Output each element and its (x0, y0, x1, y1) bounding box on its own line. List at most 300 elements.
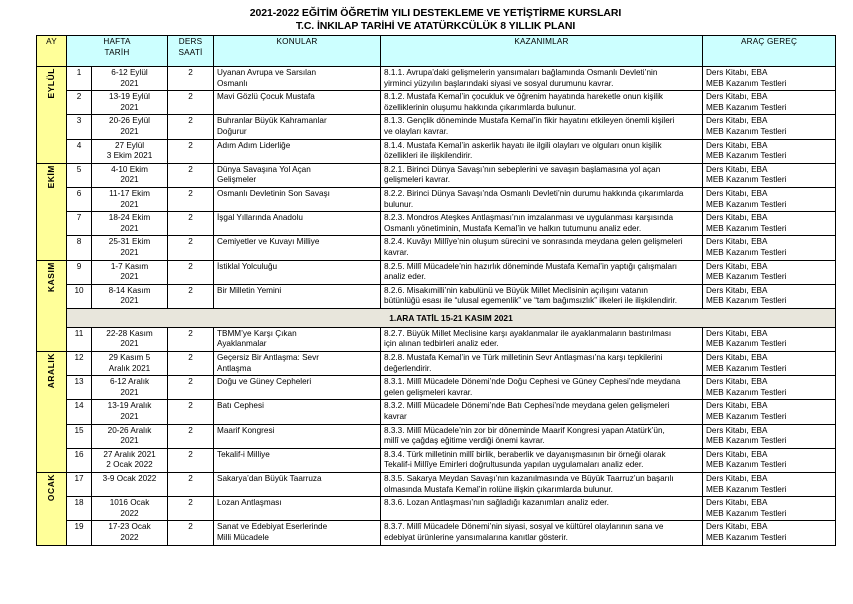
month-label: OCAK (46, 474, 57, 502)
learning-outcome-line-2: bulunur. (384, 199, 414, 209)
week-date (92, 260, 168, 284)
topic (214, 115, 381, 139)
learning-outcome-line-1: 8.1.3. Gençlik döneminde Mustafa Kemal’in fikir hayatını etkileyen önemli kişileri (384, 116, 675, 126)
week-number-line-1: 4 (76, 140, 82, 150)
week-number (67, 284, 92, 308)
materials (703, 284, 836, 308)
week-number-line-1: 12 (74, 353, 84, 363)
week-date-line-1: 27 Eylül (114, 140, 145, 150)
week-number (67, 376, 92, 400)
learning-outcome-line-1: 8.1.2. Mustafa Kemal’in çocukluk ve öğrenim hayatında hareketle onun kişilik (384, 92, 663, 102)
lesson-hours (168, 521, 214, 545)
table-row (37, 67, 836, 91)
week-date-line-2: 2021 (120, 247, 139, 257)
materials-line-1: Ders Kitabı, EBA (706, 68, 768, 77)
week-date-line-2: 2021 (120, 296, 139, 306)
materials (703, 448, 836, 472)
topic-line-2: Gelişmeler (217, 175, 257, 185)
holiday-row (37, 308, 836, 327)
topic-line-1: Mavi Gözlü Çocuk Mustafa (217, 92, 315, 102)
learning-outcome (381, 236, 703, 260)
week-number (67, 521, 92, 545)
table-header-row (37, 36, 836, 67)
month-label: EYLÜL (46, 68, 57, 99)
week-date (92, 400, 168, 424)
column-header-week-date (67, 36, 168, 67)
topic (214, 260, 381, 284)
lesson-hours-line-1: 2 (188, 401, 193, 411)
week-date-line-2: 2021 (120, 436, 139, 446)
topic (214, 352, 381, 376)
topic (214, 473, 381, 497)
topic (214, 327, 381, 351)
topic-line-2: Ayaklanmalar (217, 339, 267, 349)
table-row (37, 284, 836, 308)
topic-line-1: Adım Adım Liderliğe (217, 140, 291, 150)
table-row (37, 139, 836, 163)
week-date-line-2: 2021 (120, 199, 139, 209)
lesson-hours (168, 448, 214, 472)
lesson-hours-line-1: 2 (188, 474, 193, 483)
learning-outcome (381, 139, 703, 163)
week-number (67, 473, 92, 497)
week-date-line-1: 6-12 Aralık (109, 377, 150, 387)
table-row (37, 352, 836, 376)
learning-outcome-line-1: 8.3.4. Türk milletinin millî birlik, beraberlik ve dayanışmasının bir örneği olarak (384, 449, 666, 459)
month-cell (37, 260, 67, 352)
week-number (67, 236, 92, 260)
topic (214, 67, 381, 91)
materials-line-2: MEB Kazanım Testleri (706, 175, 787, 185)
column-header-hours-line1: DERS (178, 37, 203, 46)
materials-line-1: Ders Kitabı, EBA (706, 522, 768, 532)
topic-line-1: Maarif Kongresi (217, 425, 275, 435)
table-row (37, 473, 836, 497)
week-date (92, 67, 168, 91)
lesson-hours-line-1: 2 (188, 213, 193, 223)
topic-line-1: İstiklal Yolculuğu (217, 261, 278, 271)
week-date (92, 521, 168, 545)
topic-line-1: Tekalif-i Milliye (217, 449, 270, 459)
week-date-line-1: 13-19 Eylül (109, 92, 150, 102)
topic (214, 448, 381, 472)
week-date-line-2: 2021 (120, 339, 139, 349)
materials (703, 400, 836, 424)
week-date-line-2: Aralık 2021 (108, 363, 151, 373)
learning-outcome-line-1: 8.3.1. Millî Mücadele Dönemi’nde Doğu Cephesi ve Güney Cephesi’nde meydana (384, 377, 681, 387)
table-row (37, 521, 836, 545)
table-row (37, 327, 836, 351)
week-number-line-1: 1 (76, 68, 82, 77)
week-date-line-2: 2021 (120, 412, 139, 422)
lesson-hours-line-1: 2 (188, 449, 193, 459)
table-row (37, 163, 836, 187)
materials-line-2: MEB Kazanım Testleri (706, 532, 787, 542)
table-row (37, 91, 836, 115)
learning-outcome (381, 448, 703, 472)
lesson-hours-line-1: 2 (188, 68, 193, 77)
week-date (92, 284, 168, 308)
week-date-line-1: 6-12 Eylül (111, 68, 148, 77)
materials-line-1: Ders Kitabı, EBA (706, 116, 768, 126)
topic-line-1: Dünya Savaşına Yol Açan (217, 164, 311, 174)
lesson-hours (168, 67, 214, 91)
week-number (67, 139, 92, 163)
week-number-line-1: 7 (76, 213, 82, 223)
materials-line-1: Ders Kitabı, EBA (706, 92, 768, 102)
topic-line-1: İşgal Yıllarında Anadolu (217, 213, 303, 223)
topic-line-2: Milli Mücadele (217, 532, 269, 542)
table-row (37, 400, 836, 424)
column-header-materials: ARAÇ GEREÇ (703, 36, 836, 67)
week-number (67, 400, 92, 424)
learning-outcome-line-2: özelliklerinin oluşumu hakkında çıkarımlarda bulunur. (384, 102, 577, 112)
materials-line-1: Ders Kitabı, EBA (706, 188, 768, 198)
learning-outcome (381, 327, 703, 351)
lesson-hours (168, 139, 214, 163)
lesson-hours (168, 376, 214, 400)
lesson-hours-line-1: 2 (188, 164, 193, 174)
week-date-line-1: 11-17 Ekim (109, 188, 150, 198)
week-number-line-1: 13 (74, 377, 84, 387)
document-titles (36, 7, 835, 33)
learning-outcome-line-2: edebiyat ürünlerine yansımalarına kanıtlar gösterir. (384, 532, 568, 542)
learning-outcome (381, 424, 703, 448)
column-header-topics: KONULAR (214, 36, 381, 67)
learning-outcome-line-2: Osmanlı yönetiminin, Mustafa Kemal’in ve halkın tutumunu analiz eder. (384, 223, 642, 233)
learning-outcome (381, 212, 703, 236)
week-number (67, 327, 92, 351)
learning-outcome-line-1: 8.2.2. Birinci Dünya Savaşı’nda Osmanlı Devleti’nin durumu hakkında çıkarımlarda (384, 188, 684, 198)
lesson-hours-line-1: 2 (188, 188, 193, 198)
week-number-line-1: 11 (74, 328, 84, 338)
lesson-hours (168, 91, 214, 115)
week-date-line-2: 2 Ocak 2022 (106, 460, 153, 470)
week-number-line-1: 18 (74, 498, 84, 508)
table-row (37, 260, 836, 284)
learning-outcome-line-1: 8.3.7. Millî Mücadele Dönemi’nin siyasi, sosyal ve kültürel olaylarının sana ve (384, 522, 664, 532)
learning-outcome-line-2: kavrar. (384, 247, 409, 257)
materials-line-1: Ders Kitabı, EBA (706, 328, 768, 338)
week-date-line-1: 1-7 Kasım (110, 261, 149, 271)
materials-line-2: MEB Kazanım Testleri (706, 339, 787, 349)
lesson-hours-line-1: 2 (188, 237, 193, 247)
learning-outcome-line-2: özellikleri ile ilişkilendirir. (384, 151, 473, 161)
materials (703, 376, 836, 400)
learning-outcome-line-1: 8.3.2. Millî Mücadele Dönemi’nde Batı Cephesi’nde meydana gelen gelişmeleri (384, 401, 670, 411)
learning-outcome (381, 187, 703, 211)
topic-line-1: Doğu ve Güney Cepheleri (217, 377, 312, 387)
column-header-week-line2: TARİH (104, 47, 130, 57)
lesson-hours-line-1: 2 (188, 353, 193, 363)
materials-line-2: MEB Kazanım Testleri (706, 102, 787, 112)
lesson-hours (168, 352, 214, 376)
materials-line-1: Ders Kitabı, EBA (706, 261, 768, 271)
learning-outcome (381, 473, 703, 497)
week-date-line-1: 29 Kasım 5 (108, 353, 151, 363)
materials-line-1: Ders Kitabı, EBA (706, 425, 768, 435)
materials-line-2: MEB Kazanım Testleri (706, 151, 787, 161)
week-date-line-1: 3-9 Ocak 2022 (102, 474, 157, 483)
learning-outcome-line-2: için alınan tedbirleri analiz eder. (384, 339, 499, 349)
column-header-hours-line2: SAATİ (178, 47, 203, 57)
learning-outcome-line-1: 8.2.8. Mustafa Kemal’in ve Türk milletinin Sevr Antlaşması’na karşı tepkilerini (384, 353, 663, 363)
week-date (92, 187, 168, 211)
week-number-line-1: 9 (76, 261, 82, 271)
materials-line-2: MEB Kazanım Testleri (706, 126, 787, 136)
learning-outcome (381, 91, 703, 115)
learning-outcome-line-2: ve olayları kavrar. (384, 126, 449, 136)
topic (214, 163, 381, 187)
week-date (92, 212, 168, 236)
topic-line-1: Cemiyetler ve Kuvayı Milliye (217, 237, 320, 247)
learning-outcome (381, 376, 703, 400)
topic-line-1: TBMM’ye Karşı Çıkan (217, 328, 297, 338)
topic (214, 521, 381, 545)
materials (703, 187, 836, 211)
lesson-hours-line-1: 2 (188, 285, 193, 295)
learning-outcome-line-1: 8.1.4. Mustafa Kemal’in askerlik hayatı ile ilgili olayları ve olguları onun kişilik (384, 140, 662, 150)
table-row (37, 212, 836, 236)
materials (703, 115, 836, 139)
learning-outcome (381, 260, 703, 284)
month-cell (37, 163, 67, 260)
materials-line-2: MEB Kazanım Testleri (706, 363, 787, 373)
topic-line-1: Bir Milletin Yemini (217, 285, 282, 295)
week-date-line-2: 2021 (120, 175, 139, 185)
week-date (92, 424, 168, 448)
learning-outcome-line-1: 8.2.7. Büyük Millet Meclisine karşı ayaklanmalar ile ayaklanmaların bastırılması (384, 328, 672, 338)
lesson-hours (168, 327, 214, 351)
learning-outcome-line-2: olmasında Mustafa Kemal’in rolüne ilişkin çıkarımlarda bulunur. (384, 484, 613, 494)
topic-line-1: Buhranlar Büyük Kahramanlar (217, 116, 327, 126)
topic (214, 236, 381, 260)
learning-outcome-line-2: değerlendirir. (384, 363, 432, 373)
week-number-line-1: 6 (76, 188, 82, 198)
page-title-line-1: 2021-2022 EĞİTİM ÖĞRETİM YILI DESTEKLEME VE YETİŞTİRME KURSLARI (249, 7, 622, 19)
topic-line-1: Batı Cephesi (217, 401, 264, 411)
topic (214, 284, 381, 308)
topic (214, 139, 381, 163)
week-number-line-1: 10 (74, 285, 84, 295)
lesson-hours (168, 236, 214, 260)
learning-outcome (381, 115, 703, 139)
month-cell (37, 352, 67, 473)
table-body (37, 67, 836, 546)
week-number (67, 115, 92, 139)
materials-line-1: Ders Kitabı, EBA (706, 474, 768, 483)
week-date-line-2: 2021 (120, 223, 139, 233)
lesson-hours-line-1: 2 (188, 498, 193, 508)
learning-outcome-line-1: 8.3.5. Sakarya Meydan Savaşı’nın kazanılmasında ve Büyük Taarruz’un başarılı (384, 474, 674, 483)
lesson-hours (168, 187, 214, 211)
week-number-line-1: 17 (74, 474, 84, 483)
materials-line-2: MEB Kazanım Testleri (706, 296, 787, 306)
topic-line-1: Osmanlı Devletinin Son Savaşı (217, 188, 330, 198)
learning-outcome-line-1: 8.3.3. Millî Mücadele’nin zor bir döneminde Maarif Kongresi yapan Atatürk’ün, (384, 425, 665, 435)
lesson-hours-line-1: 2 (188, 425, 193, 435)
week-number (67, 260, 92, 284)
learning-outcome-line-2: kavrar (384, 412, 407, 422)
week-number (67, 163, 92, 187)
month-label: EKİM (46, 164, 57, 189)
week-date (92, 327, 168, 351)
column-header-gains: KAZANIMLAR (381, 36, 703, 67)
learning-outcome-line-2: bütünlüğü esası ile “ulusal egemenlik” ve “tam bağımsızlık” ilkeleri ile ilişkilendirir. (384, 296, 678, 306)
materials (703, 260, 836, 284)
week-date (92, 448, 168, 472)
table-row (37, 448, 836, 472)
week-date (92, 473, 168, 497)
week-number-line-1: 8 (76, 237, 82, 247)
learning-outcome-line-1: 8.2.1. Birinci Dünya Savaşı’nın sebeplerini ve savaşın başlamasına yol açan (384, 164, 661, 174)
materials-line-2: MEB Kazanım Testleri (706, 508, 787, 518)
table-row (37, 376, 836, 400)
materials (703, 352, 836, 376)
materials-line-2: MEB Kazanım Testleri (706, 436, 787, 446)
month-label: ARALIK (46, 353, 57, 389)
table-header (37, 36, 836, 67)
week-date-line-1: 4-10 Ekim (111, 164, 148, 174)
week-date-line-1: 20-26 Eylül (109, 116, 150, 126)
topic (214, 497, 381, 521)
materials-line-1: Ders Kitabı, EBA (706, 498, 768, 508)
week-date (92, 163, 168, 187)
topic-line-2: Doğurur (217, 126, 247, 136)
learning-outcome (381, 497, 703, 521)
materials (703, 497, 836, 521)
lesson-hours (168, 115, 214, 139)
topic-line-1: Sanat ve Edebiyat Eserlerinde (217, 522, 328, 532)
lesson-hours (168, 163, 214, 187)
week-date-line-2: 2022 (120, 532, 139, 542)
month-cell (37, 67, 67, 164)
week-number (67, 448, 92, 472)
materials-line-2: MEB Kazanım Testleri (706, 78, 787, 88)
week-number-line-1: 19 (74, 522, 84, 532)
week-number-line-1: 16 (74, 449, 84, 459)
lesson-hours-line-1: 2 (188, 116, 193, 126)
week-number (67, 67, 92, 91)
materials-line-1: Ders Kitabı, EBA (706, 140, 768, 150)
learning-outcome (381, 67, 703, 91)
learning-outcome (381, 521, 703, 545)
column-header-week-line1: HAFTA (103, 37, 131, 46)
learning-outcome-line-2: analiz eder. (384, 272, 426, 282)
page-title-line-2: T.C. İNKILAP TARİHİ VE ATATÜRKCÜLÜK 8 YILLIK PLANI (295, 20, 576, 32)
topic (214, 424, 381, 448)
topic (214, 400, 381, 424)
week-number (67, 352, 92, 376)
week-date (92, 497, 168, 521)
week-date-line-1: 17-23 Ocak (108, 522, 151, 532)
materials (703, 521, 836, 545)
materials (703, 67, 836, 91)
materials-line-2: MEB Kazanım Testleri (706, 223, 787, 233)
topic-line-1: Sakarya’dan Büyük Taarruza (217, 474, 322, 483)
week-number-line-1: 5 (76, 164, 82, 174)
lesson-hours-line-1: 2 (188, 140, 193, 150)
week-number-line-1: 14 (74, 401, 84, 411)
materials-line-2: MEB Kazanım Testleri (706, 272, 787, 282)
week-number-line-1: 15 (74, 425, 84, 435)
lesson-hours (168, 284, 214, 308)
table-row (37, 187, 836, 211)
materials-line-1: Ders Kitabı, EBA (706, 237, 768, 247)
week-date-line-1: 22-28 Kasım (106, 328, 153, 338)
learning-outcome (381, 284, 703, 308)
materials (703, 91, 836, 115)
learning-outcome-line-1: 8.2.6. Misakımilli’nin kabulünü ve Büyük Millet Meclisinin açılışını vatanın (384, 285, 648, 295)
week-date-line-1: 20-26 Aralık (107, 425, 152, 435)
lesson-hours (168, 400, 214, 424)
lesson-hours (168, 424, 214, 448)
learning-outcome-line-1: 8.3.6. Lozan Antlaşması’nın sağladığı kazanımları analiz eder. (384, 498, 609, 508)
materials (703, 473, 836, 497)
lesson-hours (168, 497, 214, 521)
materials (703, 212, 836, 236)
column-header-month: AY (37, 36, 67, 67)
learning-outcome-line-2: Tekalif-i Millîye Emirleri doğrultusunda yapılan uygulamaları analiz eder. (384, 460, 644, 470)
topic (214, 91, 381, 115)
learning-outcome-line-2: gelişmeleri kavrar. (384, 175, 450, 185)
week-number-line-1: 3 (76, 116, 82, 126)
materials (703, 236, 836, 260)
learning-outcome-line-1: 8.2.4. Kuvâyı Millîye’nin oluşum sürecini ve sonrasında meydana gelen gelişmeleri (384, 237, 683, 247)
month-cell (37, 473, 67, 546)
week-date (92, 376, 168, 400)
week-number-line-1: 2 (76, 92, 82, 102)
week-date-line-2: 2021 (120, 126, 139, 136)
topic-line-1: Geçersiz Bir Antlaşma: Sevr (217, 353, 319, 363)
materials-line-2: MEB Kazanım Testleri (706, 387, 787, 397)
week-date (92, 352, 168, 376)
lesson-hours (168, 212, 214, 236)
materials-line-2: MEB Kazanım Testleri (706, 484, 787, 494)
materials (703, 424, 836, 448)
learning-outcome-line-1: 8.2.5. Millî Mücadele’nin hazırlık döneminde Mustafa Kemal’in yaptığı çalışmaları (384, 261, 678, 271)
materials-line-2: MEB Kazanım Testleri (706, 412, 787, 422)
week-date-line-2: 2021 (120, 387, 139, 397)
week-date-line-1: 13-19 Aralık (107, 401, 152, 411)
month-label: KASIM (46, 261, 57, 292)
week-date-line-2: 2021 (120, 78, 139, 88)
materials-line-1: Ders Kitabı, EBA (706, 401, 768, 411)
week-date-line-2: 2021 (120, 272, 139, 282)
materials-line-1: Ders Kitabı, EBA (706, 285, 768, 295)
learning-outcome-line-2: gelen gelişmeleri kavrar. (384, 387, 473, 397)
lesson-hours-line-1: 2 (188, 522, 193, 532)
learning-outcome (381, 352, 703, 376)
topic (214, 376, 381, 400)
materials-line-2: MEB Kazanım Testleri (706, 199, 787, 209)
table-row (37, 115, 836, 139)
learning-outcome-line-2: millî ve çağdaş eğitime verdiği önemi kavrar. (384, 436, 545, 446)
materials-line-2: MEB Kazanım Testleri (706, 247, 787, 257)
learning-outcome (381, 163, 703, 187)
yearly-plan-table (36, 35, 836, 546)
materials-line-1: Ders Kitabı, EBA (706, 353, 768, 363)
week-date-line-1: 8-14 Kasım (108, 285, 151, 295)
week-date (92, 139, 168, 163)
table-row (37, 497, 836, 521)
week-number (67, 212, 92, 236)
materials-line-1: Ders Kitabı, EBA (706, 213, 768, 223)
learning-outcome-line-1: 8.1.1. Avrupa’daki gelişmelerin yansımaları bağlamında Osmanlı Devleti’nin (384, 68, 658, 77)
week-date-line-2: 2022 (120, 508, 139, 518)
week-number (67, 91, 92, 115)
week-date-line-1: 25-31 Ekim (108, 237, 151, 247)
